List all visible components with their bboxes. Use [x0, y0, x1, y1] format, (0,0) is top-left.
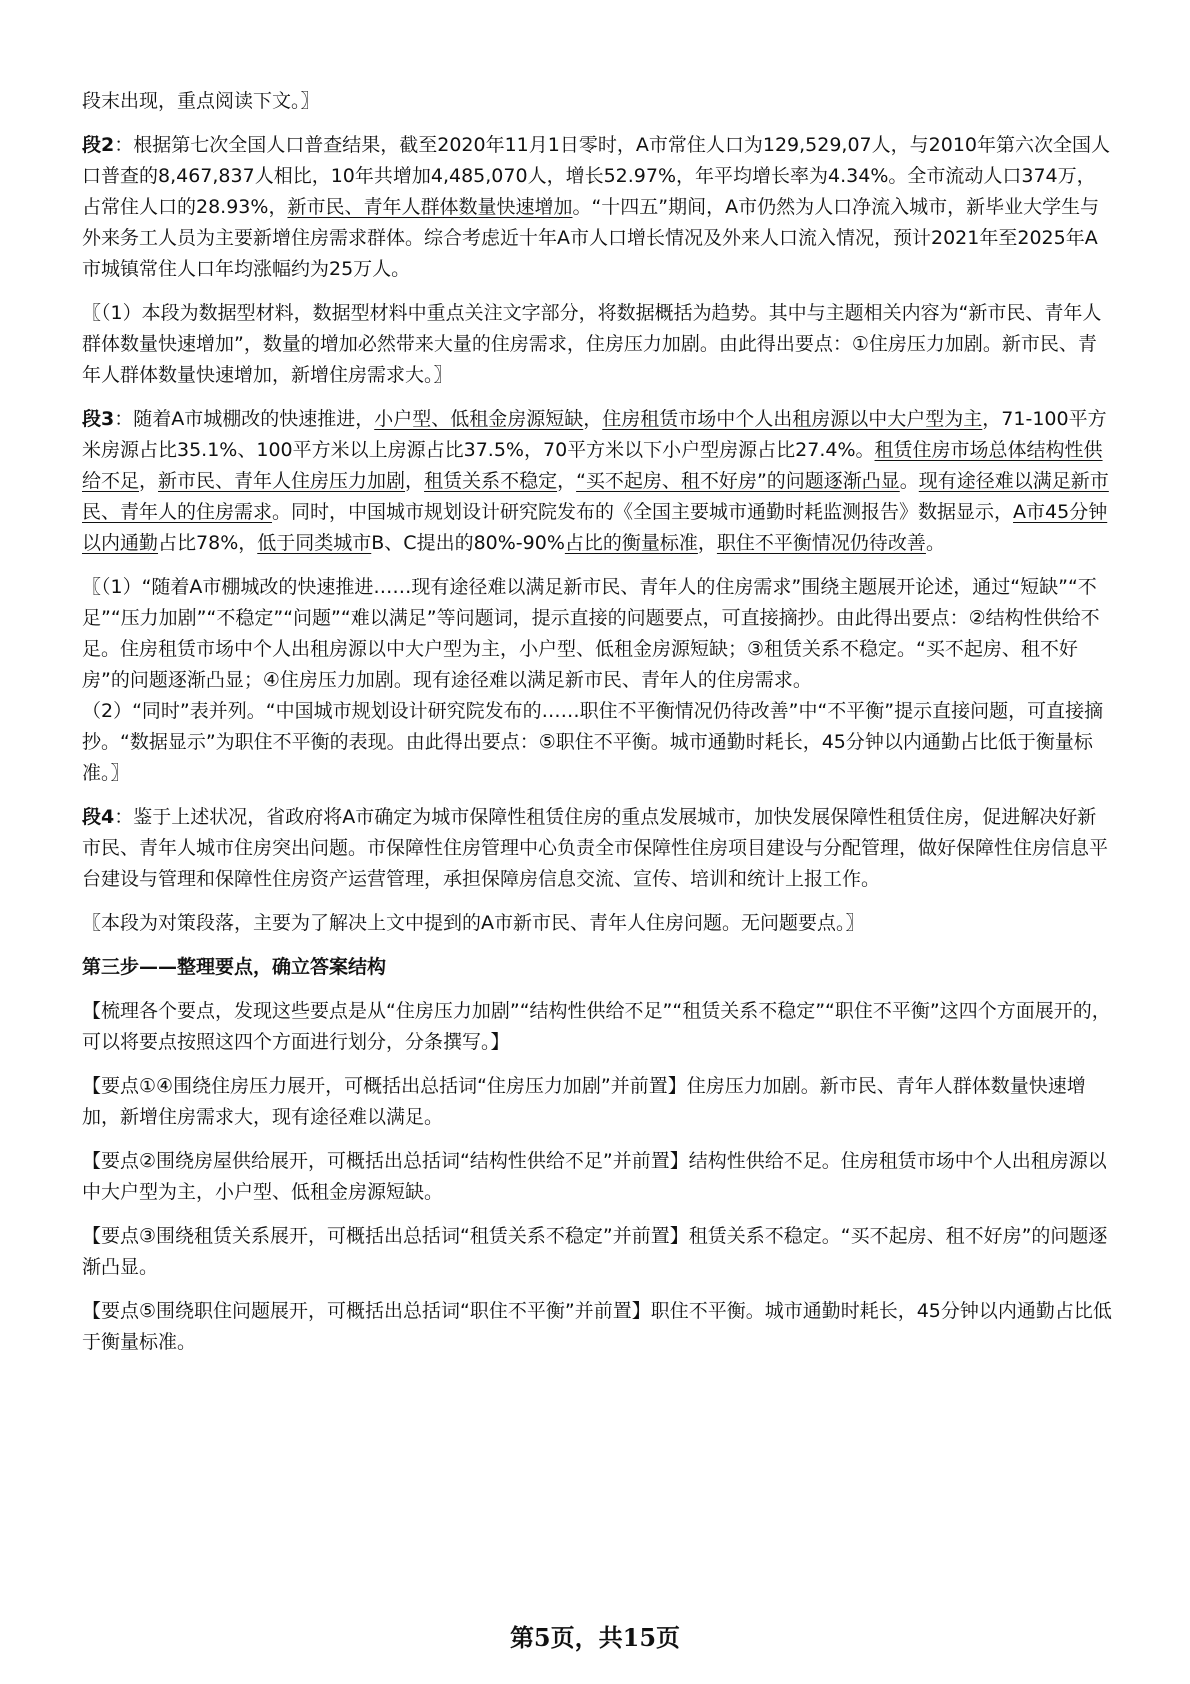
paragraph-3-text: 。 [899, 470, 919, 492]
underlined-phrase: 职住不平衡情况仍待改善 [716, 532, 926, 554]
answer-point: 【要点②围绕房屋供给展开，可概括出总括词“结构性供给不足”并前置】结构性供给不足。住房租赁市场中个人出租房源以中大户型为主，小户型、低租金房源短缺。 [82, 1150, 1107, 1203]
page-number: 第5页，共15页 [509, 1623, 681, 1652]
answer-point: 【要点①④围绕住房压力展开，可概括出总括词“住房压力加剧”并前置】住房压力加剧。新市民、青年人群体数量快速增加，新增住房需求大，现有途径难以满足。 [82, 1075, 1086, 1128]
paragraph-3 [82, 404, 1112, 559]
paragraph-3-text: ， [557, 470, 577, 492]
underlined-phrase: “买不起房、租不好房”的问题逐渐凸显 [576, 470, 900, 492]
note-paragraph-2: 〖（1）本段为数据型材料，数据型材料中重点关注文字部分，将数据概括为趋势。其中与主题相关内容为“新市民、青年人群体数量快速增加”，数量的增加必然带来大量的住房需求，住房压力加剧。由此得出要点：①住房压力加剧。新市民、青年人群体数量快速增加，新增住房需求大。〗 [82, 302, 1102, 386]
intro-tail: 段末出现，重点阅读下文。〗 [82, 90, 320, 112]
underlined-phrase: 住房租赁市场中个人出租房源以中大户型为主 [602, 408, 983, 430]
paragraph-2-label: 段2 [82, 134, 115, 156]
paragraph-4-label: 段4 [82, 806, 115, 828]
page-content [82, 86, 1112, 1371]
paragraph-4 [82, 802, 1112, 895]
paragraph-4-text: ：鉴于上述状况，省政府将A市确定为城市保障性租赁住房的重点发展城市，加快发展保障性租赁住房，促进解决好新市民、青年人城市住房突出问题。市保障性住房管理中心负责全市保障性住房项目建设与分配管理，做好保障性住房信息平台建设与管理和保障性住房资产运营管理，承担保障房信息交流、宣传、培训和统计上报工作。 [82, 806, 1109, 890]
paragraph-3-text: ， [139, 470, 159, 492]
underlined-phrase: 低于同类城市 [257, 532, 372, 554]
paragraph-2 [82, 130, 1112, 285]
underlined-phrase: 现有途径难以满足新市民、青年人的住房需求 [82, 470, 1109, 523]
underlined-phrase: 新市民、青年人住房压力加剧 [158, 470, 406, 492]
paragraph-2-text: 。“十四五”期间，A市仍然为人口净流入城市，新毕业大学生与外来务工人员为主要新增住房需求群体。综合考虑近十年A市人口增长情况及外来人口流入情况，预计2021年至2025年A市城镇常住人口年均涨幅约为25万人。 [82, 196, 1100, 280]
paragraph-3-text: ， [583, 408, 603, 430]
step-3-heading: 第三步——整理要点，确立答案结构 [82, 956, 387, 978]
paragraph-3-text: 。 [925, 532, 945, 554]
answer-point: 【要点③围绕租赁关系展开，可概括出总括词“租赁关系不稳定”并前置】租赁关系不稳定。“买不起房、租不好房”的问题逐渐凸显。 [82, 1225, 1108, 1278]
paragraph-3-text: ， [697, 532, 717, 554]
note-paragraph-3 [82, 572, 1112, 789]
step-3-summary: 【梳理各个要点，发现这些要点是从“住房压力加剧”“结构性供给不足”“租赁关系不稳定”“职住不平衡”这四个方面展开的，可以将要点按照这四个方面进行划分，分条撰写。】 [82, 1000, 1111, 1053]
paragraph-3-text: ， [405, 470, 425, 492]
paragraph-3-text: ，71-100平方米房源占比35.1%、100平方米以上房源占比37.5%，70平方米以下小户型房源占比27.4%。 [82, 408, 1107, 461]
note-paragraph-4: 〖本段为对策段落，主要为了解决上文中提到的A市新市民、青年人住房问题。无问题要点。〗 [82, 912, 865, 934]
underlined-phrase: 新市民、青年人群体数量快速增加 [287, 196, 573, 218]
note-3-part-1: 〖（1）“随着A市棚城改的快速推进……现有途径难以满足新市民、青年人的住房需求”围绕主题展开论述，通过“短缺”“不足”“压力加剧”“不稳定”“问题”“难以满足”等问题词，提示直接的问题要点，可直接摘抄。由此得出要点：②结构性供给不足。住房租赁市场中个人出租房源以中大户型为主，小户型、低租金房源短缺；③租赁关系不稳定。“买不起房、租不好房”的问题逐渐凸显；④住房压力加剧。现有途径难以满足新市民、青年人的住房需求。 [82, 576, 1100, 691]
paragraph-3-text: B、C提出的80%-90% [371, 532, 565, 554]
paragraph-3-text: ：随着A市城棚改的快速推进， [114, 408, 375, 430]
note-3-part-2: （2）“同时”表并列。“中国城市规划设计研究院发布的……职住不平衡情况仍待改善”中“不平衡”提示直接问题，可直接摘抄。“数据显示”为职住不平衡的表现。由此得出要点：⑤职住不平衡。城市通勤时耗长，45分钟以内通勤占比低于衡量标准。〗 [82, 700, 1104, 784]
answer-point: 【要点⑤围绕职住问题展开，可概括出总括词“职住不平衡”并前置】职住不平衡。城市通勤时耗长，45分钟以内通勤占比低于衡量标准。 [82, 1300, 1112, 1353]
paragraph-3-text: 占比78%， [158, 532, 258, 554]
underlined-phrase: 占比的衡量标准 [564, 532, 698, 554]
underlined-phrase: 租赁关系不稳定 [424, 470, 558, 492]
underlined-phrase: 小户型、低租金房源短缺 [374, 408, 584, 430]
paragraph-3-text: 。同时，中国城市规划设计研究院发布的《全国主要城市通勤时耗监测报告》数据显示， [272, 501, 1014, 523]
underlined-phrase: 租赁住房市场总体结构性供给不足 [82, 439, 1103, 492]
underlined-phrase: A市45分钟以内通勤 [82, 501, 1108, 554]
paragraph-3-label: 段3 [82, 408, 115, 430]
paragraph-2-text: ：根据第七次全国人口普查结果，截至2020年11月1日零时，A市常住人口为129,529,07人，与2010年第六次全国人口普查的8,467,837人相比，10年共增加4,485,070人，增长52.97%，年平均增长率为4.34%。全市流动人口374万，占常住人口的28.93%， [82, 134, 1110, 218]
